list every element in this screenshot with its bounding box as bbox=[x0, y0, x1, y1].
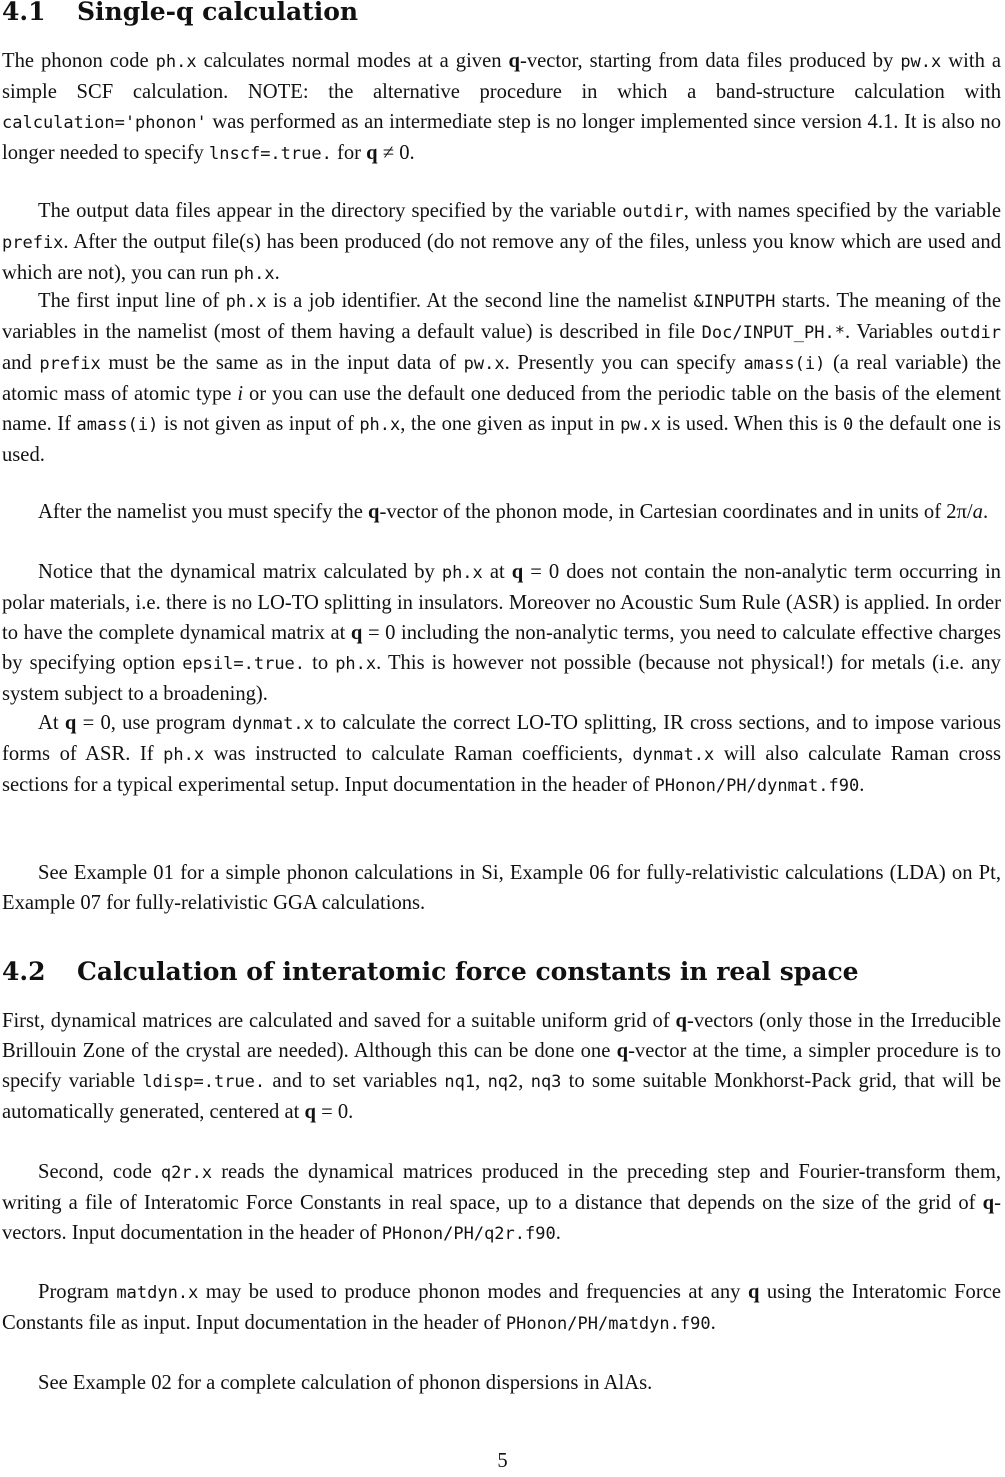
paragraph: First, dynamical matrices are calculated and saved for a suitable uniform grid of q-vectors (only those in the Irreducible Brillouin Zone of the crystal are needed). Although this can be done one q-vector at the time, a simpler procedure is to specify variable ldisp=.true. and to set variables nq1, nq2, nq3 to some suitable Monkhorst-Pack grid, that will be automatically generated, centered at q = 0. bbox=[2, 1010, 1002, 1123]
page-number: 5 bbox=[497, 1450, 508, 1472]
inline-code: amass(i) bbox=[743, 354, 826, 374]
section-number: 4.1 bbox=[2, 0, 46, 26]
bold-vector: q bbox=[982, 1192, 995, 1214]
inline-code: ph.x bbox=[163, 745, 205, 765]
bold-vector: q bbox=[508, 50, 520, 72]
inline-code: lnscf=.true. bbox=[209, 144, 332, 164]
paragraph: After the namelist you must specify the q-vector of the phonon mode, in Cartesian coordinates and in units of 2π/a. bbox=[38, 501, 989, 523]
paragraph: The phonon code ph.x calculates normal modes at a given q-vector, starting from data files produced by pw.x with a simple SCF calculation. NOTE: the alternative procedure in which a band-structure calculation with calculation='phonon' was performed as an intermediate step is no longer implemented since version 4.1. It is also no longer needed to specify lnscf=.true. for q ≠ 0. bbox=[2, 50, 1001, 164]
inline-code: prefix bbox=[2, 233, 64, 253]
inline-code: dynmat.x bbox=[231, 714, 314, 734]
inline-code: dynmat.x bbox=[632, 745, 715, 765]
inline-code: amass(i) bbox=[76, 415, 159, 435]
section-heading-4-1 bbox=[2, 0, 358, 27]
section-heading-4-2 bbox=[2, 957, 859, 987]
inline-code: matdyn.x bbox=[116, 1283, 199, 1303]
inline-code: ph.x bbox=[359, 415, 401, 435]
bold-vector: q bbox=[350, 622, 363, 644]
bold-vector: q bbox=[511, 561, 524, 583]
paragraph: Second, code q2r.x reads the dynamical matrices produced in the preceding step and Fourier-transform them, writing a file of Interatomic Force Constants in real space, up to a distance that depends on the size of the grid of q-vectors. Input documentation in the header of PHonon/PH/q2r.f90. bbox=[2, 1161, 1001, 1244]
bold-vector: q bbox=[366, 142, 378, 164]
inline-code: nq2 bbox=[487, 1072, 519, 1092]
inline-code: q2r.x bbox=[160, 1163, 213, 1183]
inline-code: PHonon/PH/q2r.f90 bbox=[381, 1224, 556, 1244]
bold-vector: q bbox=[64, 712, 77, 734]
bold-vector: q bbox=[304, 1101, 316, 1123]
paragraph: See Example 01 for a simple phonon calculations in Si, Example 06 for fully-relativistic calculations (LDA) on Pt, Example 07 for fully-relativistic GGA calculations. bbox=[2, 862, 1001, 914]
inline-code: outdir bbox=[939, 323, 1001, 343]
bold-vector: q bbox=[368, 501, 380, 523]
paragraph: At q = 0, use program dynmat.x to calculate the correct LO-TO splitting, IR cross sections, and to impose various forms of ASR. If ph.x was instructed to calculate Raman coefficients, dynmat.x will also calculate Raman cross sections for a typical experimental setup. Input documentation in the header of PHonon/PH/dynmat.f90. bbox=[2, 712, 1001, 796]
inline-code: prefix bbox=[39, 354, 101, 374]
inline-code: ph.x bbox=[335, 654, 377, 674]
inline-code: ph.x bbox=[233, 264, 275, 284]
italic-symbol: a bbox=[972, 501, 983, 523]
inline-code: PHonon/PH/dynmat.f90 bbox=[654, 776, 860, 796]
inline-code: ph.x bbox=[155, 52, 197, 72]
inline-code: epsil=.true. bbox=[182, 654, 306, 674]
inline-code: Doc/INPUT_PH.* bbox=[701, 323, 845, 343]
inline-code: ldisp=.true. bbox=[142, 1072, 266, 1092]
paragraph: Program matdyn.x may be used to produce phonon modes and frequencies at any q using the Interatomic Force Constants file as input. Input documentation in the header of PHonon/PH/matdyn.f90. bbox=[2, 1281, 1001, 1334]
inline-code: outdir bbox=[622, 202, 684, 222]
section-number: 4.2 bbox=[2, 957, 46, 986]
paragraph: Notice that the dynamical matrix calculated by ph.x at q = 0 does not contain the non-analytic term occurring in polar materials, i.e. there is no LO-TO splitting in insulators. Moreover no Acoustic Sum Rule (ASR) is applied. In order to have the complete dynamical matrix at q = 0 including the non-analytic terms, you need to calculate effective charges by specifying option epsil=.true. to ph.x. This is however not possible (because not physical!) for metals (i.e. any system subject to a broadening). bbox=[2, 561, 1001, 705]
inline-code: pw.x bbox=[900, 52, 942, 72]
paragraph: The first input line of ph.x is a job identifier. At the second line the namelist &INPUTPH starts. The meaning of the variables in the namelist (most of them having a default value) is described in file Doc/INPUT_PH.*. Variables outdir and prefix must be the same as in the input data of pw.x. Presently you can specify amass(i) (a real variable) the atomic mass of atomic type i or you can use the default one deduced from the periodic table on the basis of the element name. If amass(i) is not given as input of ph.x, the one given as input in pw.x is used. When this is 0 the default one is used. bbox=[2, 290, 1001, 466]
italic-symbol: i bbox=[237, 383, 244, 405]
inline-code: pw.x bbox=[463, 354, 505, 374]
bold-vector: q bbox=[747, 1281, 760, 1303]
inline-code: PHonon/PH/matdyn.f90 bbox=[505, 1314, 711, 1334]
inline-code: &INPUTPH bbox=[693, 292, 776, 312]
inline-code: calculation='phonon' bbox=[2, 113, 207, 133]
paragraph: See Example 02 for a complete calculation of phonon dispersions in AlAs. bbox=[38, 1372, 653, 1394]
inline-code: nq3 bbox=[530, 1072, 562, 1092]
inline-code: ph.x bbox=[441, 563, 483, 583]
inline-code: ph.x bbox=[225, 292, 267, 312]
paragraph: The output data files appear in the directory specified by the variable outdir, with names specified by the variable prefix. After the output file(s) has been produced (do not remove any of the files, unless you know which are used and which are not), you can run ph.x. bbox=[2, 200, 1001, 284]
inline-code: 0 bbox=[842, 415, 854, 435]
inline-code: nq1 bbox=[444, 1072, 476, 1092]
section-title: Single-q calculation bbox=[77, 0, 359, 26]
inline-code: pw.x bbox=[620, 415, 662, 435]
bold-vector: q bbox=[616, 1040, 629, 1062]
bold-vector: q bbox=[675, 1010, 687, 1032]
section-title: Calculation of interatomic force constants in real space bbox=[77, 957, 859, 986]
